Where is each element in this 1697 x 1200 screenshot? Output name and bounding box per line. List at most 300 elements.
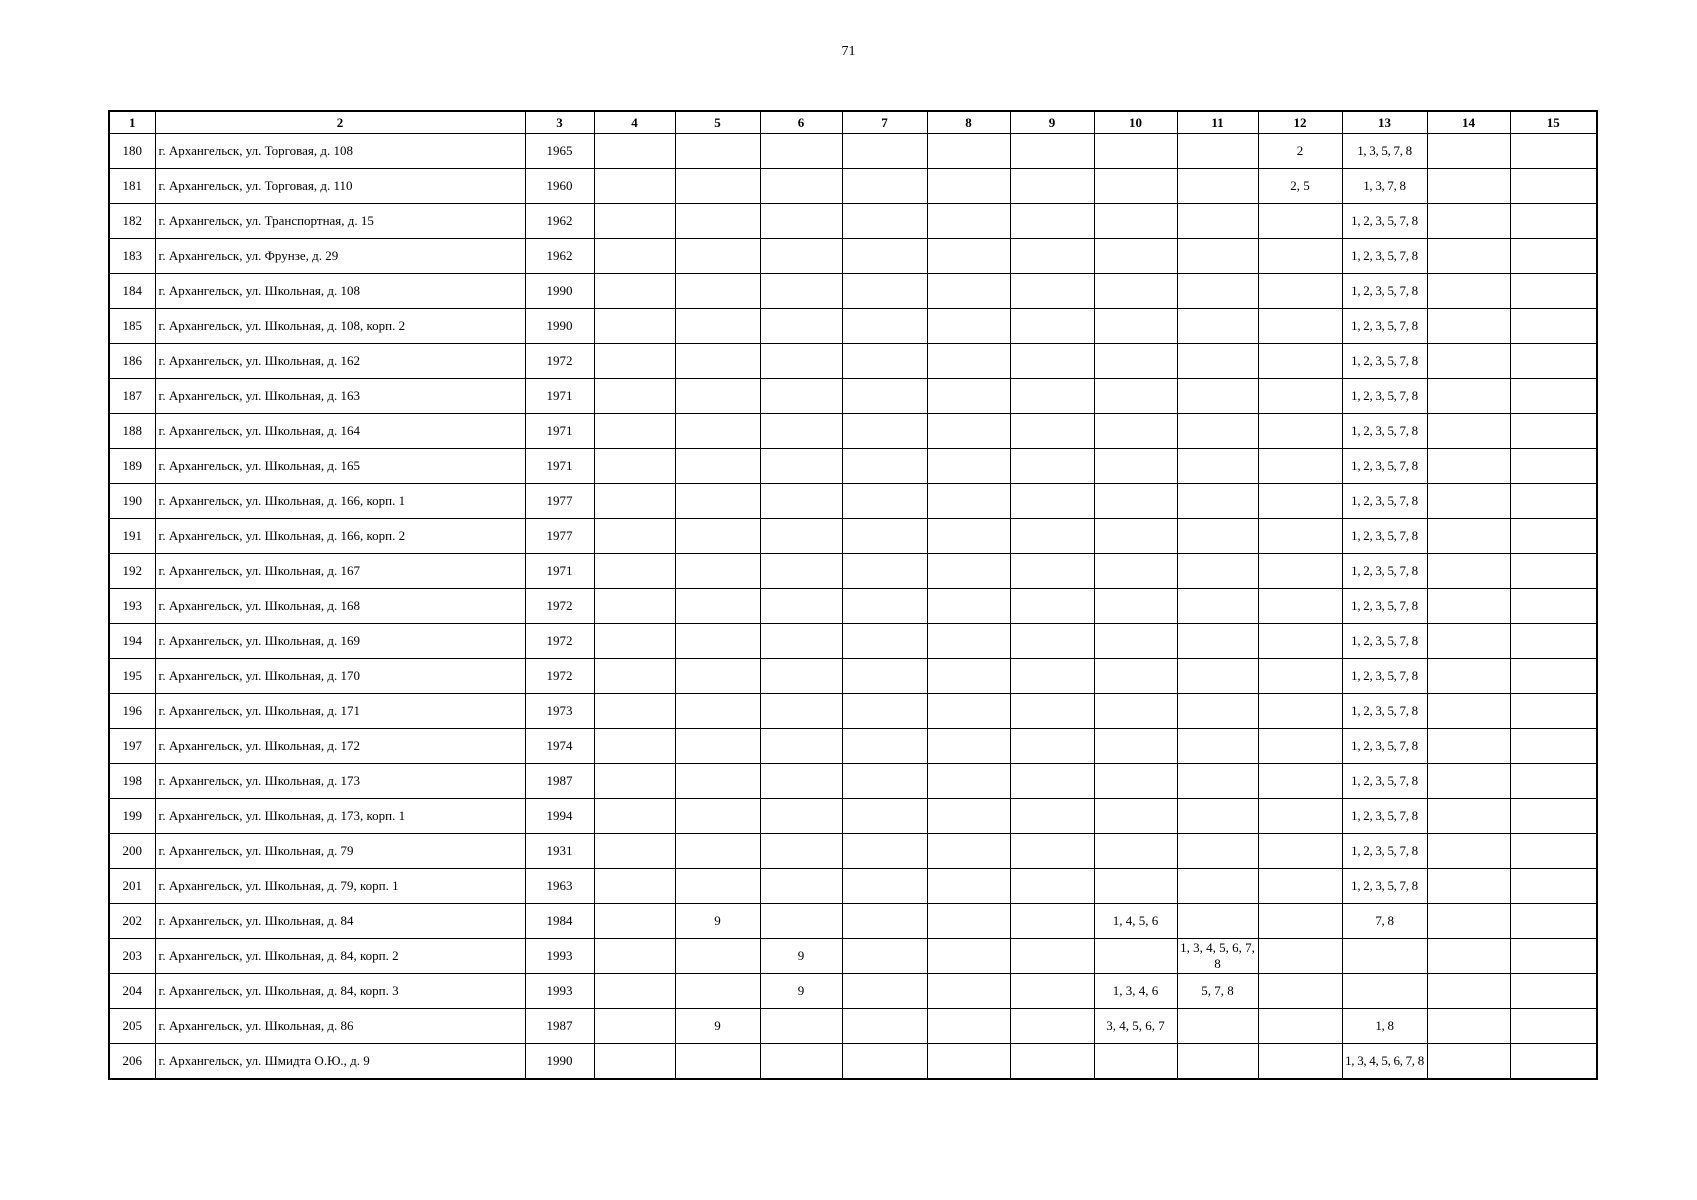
table-row bbox=[109, 134, 1597, 169]
column-15-cell bbox=[1510, 1009, 1597, 1044]
column-14-cell bbox=[1427, 379, 1510, 414]
column-8-cell bbox=[927, 974, 1010, 1009]
column-10-cell bbox=[1094, 519, 1177, 554]
column-4-cell bbox=[594, 554, 675, 589]
row-number-cell: 199 bbox=[109, 799, 155, 834]
column-6-cell bbox=[760, 344, 842, 379]
column-11-cell bbox=[1177, 904, 1258, 939]
table-row bbox=[109, 344, 1597, 379]
row-number-cell: 189 bbox=[109, 449, 155, 484]
address-cell: г. Архангельск, ул. Школьная, д. 79, корп. 1 bbox=[155, 869, 525, 904]
column-header-15: 15 bbox=[1510, 111, 1597, 134]
column-5-cell bbox=[675, 344, 760, 379]
column-7-cell bbox=[842, 659, 927, 694]
column-14-cell bbox=[1427, 204, 1510, 239]
column-10-cell bbox=[1094, 589, 1177, 624]
column-4-cell bbox=[594, 309, 675, 344]
column-13-cell: 1, 2, 3, 5, 7, 8 bbox=[1342, 379, 1427, 414]
address-cell: г. Архангельск, ул. Школьная, д. 173, корп. 1 bbox=[155, 799, 525, 834]
column-4-cell bbox=[594, 694, 675, 729]
column-8-cell bbox=[927, 589, 1010, 624]
column-9-cell bbox=[1010, 729, 1094, 764]
column-12-cell bbox=[1258, 274, 1342, 309]
column-6-cell bbox=[760, 624, 842, 659]
column-8-cell bbox=[927, 519, 1010, 554]
column-11-cell bbox=[1177, 799, 1258, 834]
column-6-cell bbox=[760, 764, 842, 799]
column-15-cell bbox=[1510, 169, 1597, 204]
column-7-cell bbox=[842, 1044, 927, 1079]
column-10-cell bbox=[1094, 169, 1177, 204]
header-row bbox=[109, 111, 1597, 134]
address-cell: г. Архангельск, ул. Школьная, д. 86 bbox=[155, 1009, 525, 1044]
column-4-cell bbox=[594, 939, 675, 974]
column-9-cell bbox=[1010, 904, 1094, 939]
address-cell: г. Архангельск, ул. Фрунзе, д. 29 bbox=[155, 239, 525, 274]
row-number-cell: 200 bbox=[109, 834, 155, 869]
address-cell: г. Архангельск, ул. Школьная, д. 79 bbox=[155, 834, 525, 869]
column-13-cell: 1, 2, 3, 5, 7, 8 bbox=[1342, 589, 1427, 624]
page-number: 71 bbox=[841, 44, 856, 59]
column-8-cell bbox=[927, 1044, 1010, 1079]
column-14-cell bbox=[1427, 799, 1510, 834]
column-header-2: 2 bbox=[155, 111, 525, 134]
year-cell: 1971 bbox=[525, 379, 594, 414]
column-13-cell: 1, 2, 3, 5, 7, 8 bbox=[1342, 519, 1427, 554]
column-13-cell: 1, 2, 3, 5, 7, 8 bbox=[1342, 309, 1427, 344]
year-cell: 1972 bbox=[525, 659, 594, 694]
column-7-cell bbox=[842, 309, 927, 344]
column-9-cell bbox=[1010, 869, 1094, 904]
address-cell: г. Архангельск, ул. Школьная, д. 170 bbox=[155, 659, 525, 694]
column-6-cell bbox=[760, 554, 842, 589]
address-cell: г. Архангельск, ул. Школьная, д. 171 bbox=[155, 694, 525, 729]
column-14-cell bbox=[1427, 449, 1510, 484]
column-header-11: 11 bbox=[1177, 111, 1258, 134]
column-12-cell bbox=[1258, 799, 1342, 834]
column-14-cell bbox=[1427, 1009, 1510, 1044]
column-5-cell bbox=[675, 729, 760, 764]
column-7-cell bbox=[842, 239, 927, 274]
column-14-cell bbox=[1427, 274, 1510, 309]
column-8-cell bbox=[927, 134, 1010, 169]
table-row bbox=[109, 799, 1597, 834]
address-cell: г. Архангельск, ул. Школьная, д. 163 bbox=[155, 379, 525, 414]
column-15-cell bbox=[1510, 694, 1597, 729]
row-number-cell: 182 bbox=[109, 204, 155, 239]
column-4-cell bbox=[594, 1044, 675, 1079]
column-5-cell bbox=[675, 589, 760, 624]
column-8-cell bbox=[927, 764, 1010, 799]
column-6-cell bbox=[760, 869, 842, 904]
column-13-cell: 1, 3, 7, 8 bbox=[1342, 169, 1427, 204]
column-13-cell: 1, 2, 3, 5, 7, 8 bbox=[1342, 624, 1427, 659]
year-cell: 1973 bbox=[525, 694, 594, 729]
column-4-cell bbox=[594, 449, 675, 484]
column-7-cell bbox=[842, 624, 927, 659]
row-number-cell: 206 bbox=[109, 1044, 155, 1079]
column-4-cell bbox=[594, 204, 675, 239]
column-11-cell bbox=[1177, 274, 1258, 309]
column-15-cell bbox=[1510, 939, 1597, 974]
column-13-cell: 1, 2, 3, 5, 7, 8 bbox=[1342, 834, 1427, 869]
column-6-cell bbox=[760, 1044, 842, 1079]
column-14-cell bbox=[1427, 659, 1510, 694]
year-cell: 1972 bbox=[525, 624, 594, 659]
table-row bbox=[109, 589, 1597, 624]
column-7-cell bbox=[842, 204, 927, 239]
column-9-cell bbox=[1010, 694, 1094, 729]
column-12-cell bbox=[1258, 1044, 1342, 1079]
row-number-cell: 192 bbox=[109, 554, 155, 589]
year-cell: 1972 bbox=[525, 589, 594, 624]
column-8-cell bbox=[927, 239, 1010, 274]
column-10-cell: 1, 4, 5, 6 bbox=[1094, 904, 1177, 939]
column-header-14: 14 bbox=[1427, 111, 1510, 134]
address-cell: г. Архангельск, ул. Школьная, д. 166, корп. 2 bbox=[155, 519, 525, 554]
table-row bbox=[109, 204, 1597, 239]
column-5-cell bbox=[675, 764, 760, 799]
row-number-cell: 203 bbox=[109, 939, 155, 974]
column-13-cell: 1, 8 bbox=[1342, 1009, 1427, 1044]
column-8-cell bbox=[927, 694, 1010, 729]
table-row bbox=[109, 274, 1597, 309]
column-12-cell bbox=[1258, 834, 1342, 869]
row-number-cell: 183 bbox=[109, 239, 155, 274]
column-9-cell bbox=[1010, 169, 1094, 204]
column-15-cell bbox=[1510, 379, 1597, 414]
address-cell: г. Архангельск, ул. Школьная, д. 173 bbox=[155, 764, 525, 799]
table-row bbox=[109, 484, 1597, 519]
column-11-cell: 1, 3, 4, 5, 6, 7, 8 bbox=[1177, 939, 1258, 974]
column-9-cell bbox=[1010, 449, 1094, 484]
column-11-cell bbox=[1177, 589, 1258, 624]
column-14-cell bbox=[1427, 834, 1510, 869]
table-body bbox=[109, 134, 1597, 1079]
column-9-cell bbox=[1010, 589, 1094, 624]
column-12-cell bbox=[1258, 904, 1342, 939]
address-cell: г. Архангельск, ул. Школьная, д. 165 bbox=[155, 449, 525, 484]
year-cell: 1971 bbox=[525, 449, 594, 484]
column-8-cell bbox=[927, 1009, 1010, 1044]
column-14-cell bbox=[1427, 134, 1510, 169]
column-9-cell bbox=[1010, 204, 1094, 239]
column-9-cell bbox=[1010, 484, 1094, 519]
column-13-cell: 1, 2, 3, 5, 7, 8 bbox=[1342, 239, 1427, 274]
column-15-cell bbox=[1510, 659, 1597, 694]
column-8-cell bbox=[927, 484, 1010, 519]
column-7-cell bbox=[842, 834, 927, 869]
column-12-cell bbox=[1258, 869, 1342, 904]
table-row bbox=[109, 694, 1597, 729]
column-15-cell bbox=[1510, 904, 1597, 939]
column-6-cell bbox=[760, 379, 842, 414]
column-7-cell bbox=[842, 169, 927, 204]
column-12-cell bbox=[1258, 554, 1342, 589]
column-6-cell bbox=[760, 659, 842, 694]
address-cell: г. Архангельск, ул. Школьная, д. 164 bbox=[155, 414, 525, 449]
column-11-cell bbox=[1177, 554, 1258, 589]
column-14-cell bbox=[1427, 939, 1510, 974]
column-10-cell bbox=[1094, 414, 1177, 449]
column-14-cell bbox=[1427, 694, 1510, 729]
column-12-cell bbox=[1258, 729, 1342, 764]
year-cell: 1962 bbox=[525, 239, 594, 274]
column-13-cell: 1, 2, 3, 5, 7, 8 bbox=[1342, 799, 1427, 834]
column-13-cell: 1, 2, 3, 5, 7, 8 bbox=[1342, 414, 1427, 449]
address-cell: г. Архангельск, ул. Школьная, д. 169 bbox=[155, 624, 525, 659]
column-5-cell bbox=[675, 624, 760, 659]
row-number-cell: 185 bbox=[109, 309, 155, 344]
column-5-cell bbox=[675, 869, 760, 904]
column-10-cell: 3, 4, 5, 6, 7 bbox=[1094, 1009, 1177, 1044]
column-12-cell bbox=[1258, 379, 1342, 414]
column-header-13: 13 bbox=[1342, 111, 1427, 134]
column-9-cell bbox=[1010, 519, 1094, 554]
column-11-cell bbox=[1177, 1044, 1258, 1079]
column-4-cell bbox=[594, 799, 675, 834]
column-10-cell bbox=[1094, 274, 1177, 309]
column-9-cell bbox=[1010, 134, 1094, 169]
table-row bbox=[109, 764, 1597, 799]
column-10-cell bbox=[1094, 309, 1177, 344]
column-9-cell bbox=[1010, 239, 1094, 274]
column-15-cell bbox=[1510, 589, 1597, 624]
column-15-cell bbox=[1510, 729, 1597, 764]
column-7-cell bbox=[842, 869, 927, 904]
column-4-cell bbox=[594, 379, 675, 414]
column-15-cell bbox=[1510, 344, 1597, 379]
column-14-cell bbox=[1427, 624, 1510, 659]
column-4-cell bbox=[594, 974, 675, 1009]
column-15-cell bbox=[1510, 519, 1597, 554]
table-row bbox=[109, 449, 1597, 484]
column-13-cell: 1, 2, 3, 5, 7, 8 bbox=[1342, 764, 1427, 799]
column-11-cell bbox=[1177, 1009, 1258, 1044]
column-9-cell bbox=[1010, 764, 1094, 799]
column-15-cell bbox=[1510, 799, 1597, 834]
column-12-cell bbox=[1258, 939, 1342, 974]
address-cell: г. Архангельск, ул. Школьная, д. 162 bbox=[155, 344, 525, 379]
column-11-cell bbox=[1177, 169, 1258, 204]
column-7-cell bbox=[842, 414, 927, 449]
column-7-cell bbox=[842, 1009, 927, 1044]
column-6-cell bbox=[760, 134, 842, 169]
address-cell: г. Архангельск, ул. Школьная, д. 84 bbox=[155, 904, 525, 939]
column-6-cell bbox=[760, 589, 842, 624]
column-6-cell bbox=[760, 414, 842, 449]
column-6-cell: 9 bbox=[760, 974, 842, 1009]
column-4-cell bbox=[594, 834, 675, 869]
column-15-cell bbox=[1510, 624, 1597, 659]
column-5-cell bbox=[675, 939, 760, 974]
column-10-cell bbox=[1094, 799, 1177, 834]
column-14-cell bbox=[1427, 169, 1510, 204]
column-12-cell bbox=[1258, 204, 1342, 239]
table-row bbox=[109, 729, 1597, 764]
column-14-cell bbox=[1427, 239, 1510, 274]
address-cell: г. Архангельск, ул. Школьная, д. 84, корп. 3 bbox=[155, 974, 525, 1009]
column-15-cell bbox=[1510, 764, 1597, 799]
column-15-cell bbox=[1510, 554, 1597, 589]
column-7-cell bbox=[842, 379, 927, 414]
column-header-4: 4 bbox=[594, 111, 675, 134]
column-12-cell bbox=[1258, 624, 1342, 659]
table-row bbox=[109, 624, 1597, 659]
column-10-cell bbox=[1094, 344, 1177, 379]
address-cell: г. Архангельск, ул. Школьная, д. 108, корп. 2 bbox=[155, 309, 525, 344]
column-15-cell bbox=[1510, 449, 1597, 484]
column-11-cell bbox=[1177, 729, 1258, 764]
column-15-cell bbox=[1510, 134, 1597, 169]
year-cell: 1963 bbox=[525, 869, 594, 904]
column-11-cell: 5, 7, 8 bbox=[1177, 974, 1258, 1009]
column-14-cell bbox=[1427, 344, 1510, 379]
column-4-cell bbox=[594, 344, 675, 379]
column-4-cell bbox=[594, 589, 675, 624]
column-7-cell bbox=[842, 519, 927, 554]
year-cell: 1987 bbox=[525, 764, 594, 799]
table-row bbox=[109, 1044, 1597, 1079]
column-13-cell: 1, 2, 3, 5, 7, 8 bbox=[1342, 449, 1427, 484]
column-14-cell bbox=[1427, 1044, 1510, 1079]
table-row bbox=[109, 659, 1597, 694]
column-14-cell bbox=[1427, 904, 1510, 939]
column-14-cell bbox=[1427, 764, 1510, 799]
column-10-cell bbox=[1094, 939, 1177, 974]
table-row bbox=[109, 554, 1597, 589]
column-15-cell bbox=[1510, 204, 1597, 239]
column-6-cell bbox=[760, 449, 842, 484]
column-7-cell bbox=[842, 974, 927, 1009]
column-4-cell bbox=[594, 239, 675, 274]
column-5-cell bbox=[675, 169, 760, 204]
column-5-cell bbox=[675, 484, 760, 519]
column-header-9: 9 bbox=[1010, 111, 1094, 134]
column-14-cell bbox=[1427, 589, 1510, 624]
table-row bbox=[109, 904, 1597, 939]
year-cell: 1971 bbox=[525, 554, 594, 589]
column-13-cell bbox=[1342, 939, 1427, 974]
column-13-cell: 1, 2, 3, 5, 7, 8 bbox=[1342, 694, 1427, 729]
address-cell: г. Архангельск, ул. Школьная, д. 172 bbox=[155, 729, 525, 764]
column-5-cell: 9 bbox=[675, 904, 760, 939]
column-5-cell bbox=[675, 274, 760, 309]
column-14-cell bbox=[1427, 729, 1510, 764]
column-10-cell bbox=[1094, 379, 1177, 414]
year-cell: 1974 bbox=[525, 729, 594, 764]
column-13-cell: 1, 2, 3, 5, 7, 8 bbox=[1342, 484, 1427, 519]
column-15-cell bbox=[1510, 239, 1597, 274]
column-9-cell bbox=[1010, 554, 1094, 589]
year-cell: 1962 bbox=[525, 204, 594, 239]
column-5-cell bbox=[675, 239, 760, 274]
column-8-cell bbox=[927, 834, 1010, 869]
column-7-cell bbox=[842, 589, 927, 624]
year-cell: 1993 bbox=[525, 974, 594, 1009]
column-6-cell bbox=[760, 484, 842, 519]
column-5-cell bbox=[675, 519, 760, 554]
column-10-cell bbox=[1094, 764, 1177, 799]
column-5-cell bbox=[675, 449, 760, 484]
column-5-cell bbox=[675, 204, 760, 239]
column-8-cell bbox=[927, 659, 1010, 694]
column-5-cell bbox=[675, 1044, 760, 1079]
column-8-cell bbox=[927, 554, 1010, 589]
column-header-8: 8 bbox=[927, 111, 1010, 134]
column-11-cell bbox=[1177, 239, 1258, 274]
column-10-cell bbox=[1094, 834, 1177, 869]
column-8-cell bbox=[927, 204, 1010, 239]
column-6-cell bbox=[760, 904, 842, 939]
column-14-cell bbox=[1427, 309, 1510, 344]
column-9-cell bbox=[1010, 974, 1094, 1009]
year-cell: 1977 bbox=[525, 519, 594, 554]
column-4-cell bbox=[594, 134, 675, 169]
year-cell: 1965 bbox=[525, 134, 594, 169]
row-number-cell: 184 bbox=[109, 274, 155, 309]
year-cell: 1990 bbox=[525, 309, 594, 344]
column-5-cell bbox=[675, 659, 760, 694]
column-10-cell bbox=[1094, 449, 1177, 484]
column-13-cell: 1, 2, 3, 5, 7, 8 bbox=[1342, 274, 1427, 309]
column-header-7: 7 bbox=[842, 111, 927, 134]
year-cell: 1994 bbox=[525, 799, 594, 834]
column-4-cell bbox=[594, 1009, 675, 1044]
year-cell: 1971 bbox=[525, 414, 594, 449]
column-9-cell bbox=[1010, 939, 1094, 974]
column-12-cell bbox=[1258, 449, 1342, 484]
column-15-cell bbox=[1510, 974, 1597, 1009]
column-15-cell bbox=[1510, 484, 1597, 519]
column-13-cell bbox=[1342, 974, 1427, 1009]
address-cell: г. Архангельск, ул. Школьная, д. 84, корп. 2 bbox=[155, 939, 525, 974]
column-5-cell bbox=[675, 799, 760, 834]
column-6-cell bbox=[760, 1009, 842, 1044]
column-7-cell bbox=[842, 449, 927, 484]
row-number-cell: 202 bbox=[109, 904, 155, 939]
column-15-cell bbox=[1510, 274, 1597, 309]
column-8-cell bbox=[927, 869, 1010, 904]
column-6-cell bbox=[760, 694, 842, 729]
column-12-cell bbox=[1258, 1009, 1342, 1044]
year-cell: 1972 bbox=[525, 344, 594, 379]
row-number-cell: 201 bbox=[109, 869, 155, 904]
table-row bbox=[109, 834, 1597, 869]
row-number-cell: 188 bbox=[109, 414, 155, 449]
column-14-cell bbox=[1427, 484, 1510, 519]
column-9-cell bbox=[1010, 624, 1094, 659]
column-10-cell bbox=[1094, 1044, 1177, 1079]
year-cell: 1977 bbox=[525, 484, 594, 519]
column-4-cell bbox=[594, 904, 675, 939]
year-cell: 1990 bbox=[525, 1044, 594, 1079]
column-14-cell bbox=[1427, 519, 1510, 554]
column-11-cell bbox=[1177, 449, 1258, 484]
column-9-cell bbox=[1010, 834, 1094, 869]
table-row bbox=[109, 169, 1597, 204]
column-14-cell bbox=[1427, 869, 1510, 904]
row-number-cell: 197 bbox=[109, 729, 155, 764]
column-6-cell bbox=[760, 239, 842, 274]
column-5-cell: 9 bbox=[675, 1009, 760, 1044]
column-11-cell bbox=[1177, 379, 1258, 414]
column-5-cell bbox=[675, 309, 760, 344]
row-number-cell: 180 bbox=[109, 134, 155, 169]
column-12-cell bbox=[1258, 974, 1342, 1009]
column-4-cell bbox=[594, 519, 675, 554]
column-9-cell bbox=[1010, 1009, 1094, 1044]
